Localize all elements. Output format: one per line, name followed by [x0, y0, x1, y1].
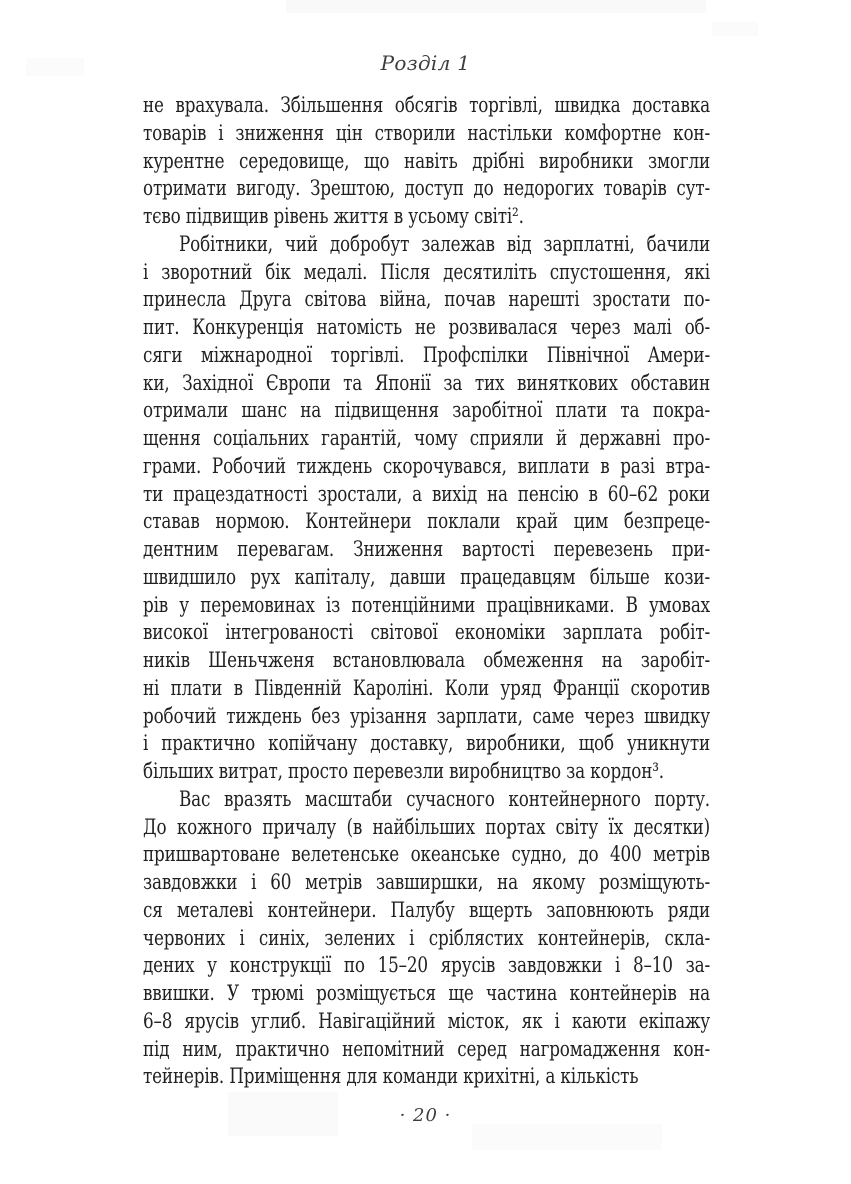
chapter-header: Розділ 1: [380, 51, 471, 75]
text-line: під ним, практично непомітний серед нагромадження кон-: [143, 1036, 710, 1061]
text-line: швидшило рух капіталу, давши працедавцям більше кози-: [143, 564, 710, 589]
text-line: пит. Конкуренція натомість не розвивалася через малі об-: [143, 315, 710, 339]
text-line: ні плати в Південній Кароліні. Коли уряд Франції скоротив: [143, 675, 710, 700]
text-line: тєво підвищив рівень життя в усьому світі².: [143, 204, 524, 228]
text-line: тейнерів. Приміщення для команди крихітні, а кількість: [143, 1064, 639, 1089]
scan-artifact: [286, 0, 706, 13]
text-line: товарів і зниження цін створили настільки комфортне кон-: [143, 120, 710, 145]
text-line: грами. Робочий тиждень скорочувався, виплати в разі втра-: [143, 453, 710, 478]
text-line: отримати вигоду. Зрештою, доступ до недорогих товарів сут-: [143, 176, 710, 201]
text-line: 6–8 ярусів углиб. Навігаційний місток, як і каюти екіпажу: [143, 1008, 710, 1033]
text-line: пришвартоване велетенське океанське судно, до 400 метрів: [143, 842, 710, 867]
text-block: [143, 92, 710, 1091]
text-line: високої інтегрованості світової економіки зарплата робіт-: [143, 620, 710, 645]
text-line: принесла Друга світова війна, почав нарешті зростати по-: [143, 287, 710, 312]
text-line: ти працездатності зростали, а вихід на пенсію в 60–62 роки: [143, 481, 710, 506]
text-line: отримали шанс на підвищення заробітної плати та покра-: [143, 398, 710, 423]
text-line: Робітники, чий добробут залежав від зарплатні, бачили: [178, 231, 710, 256]
scan-artifact: [472, 1124, 662, 1150]
text-line: сяги міжнародної торгівлі. Профспілки Північної Амери-: [143, 342, 710, 367]
text-line: і зворотний бік медалі. Після десятиліть спустошення, які: [143, 259, 710, 284]
text-line: ки, Західної Європи та Японії за тих виняткових обставин: [143, 370, 710, 395]
paragraph: [143, 92, 710, 231]
text-line: ників Шеньчженя встановлювала обмеження на заробіт-: [143, 648, 710, 672]
text-line: і практично копійчану доставку, виробники, щоб уникнути: [143, 731, 710, 756]
text-line: ставав нормою. Контейнери поклали край цим безпреце-: [143, 509, 710, 534]
text-line: ввишки. У трюмі розміщується ще частина контейнерів на: [143, 981, 710, 1005]
paragraph: [143, 231, 710, 786]
text-line: завдовжки і 60 метрів завширшки, на якому розміщують-: [143, 870, 710, 894]
text-line: До кожного причалу (в найбільших портах світу їх десятки): [143, 814, 710, 839]
scan-artifact: [712, 22, 758, 36]
page-number: · 20 ·: [399, 1105, 452, 1126]
text-line: ся металеві контейнери. Палубу вщерть заповнюють ряди: [143, 897, 710, 922]
text-line: дених у конструкції по 15–20 ярусів завдовжки і 8–10 за-: [143, 953, 710, 978]
text-line: більших витрат, просто перевезли виробництво за кордон³.: [143, 759, 664, 783]
text-line: щення соціальних гарантій, чому сприяли й державні про-: [143, 426, 710, 450]
paragraph: [143, 786, 710, 1091]
text-line: червоних і синіх, зелених і сріблястих контейнерів, скла-: [143, 925, 710, 950]
text-line: не врахувала. Збільшення обсягів торгівлі, швидка доставка: [143, 93, 710, 117]
text-line: рів у перемовинах із потенційними працівниками. В умовах: [143, 592, 710, 617]
text-line: дентним перевагам. Зниження вартості перевезень при-: [143, 537, 710, 561]
text-line: робочий тиждень без урізання зарплати, саме через швидку: [143, 703, 710, 728]
text-line: Вас вразять масштаби сучасного контейнерного порту.: [178, 786, 710, 811]
text-line: курентне середовище, що навіть дрібні виробники змогли: [143, 148, 710, 173]
